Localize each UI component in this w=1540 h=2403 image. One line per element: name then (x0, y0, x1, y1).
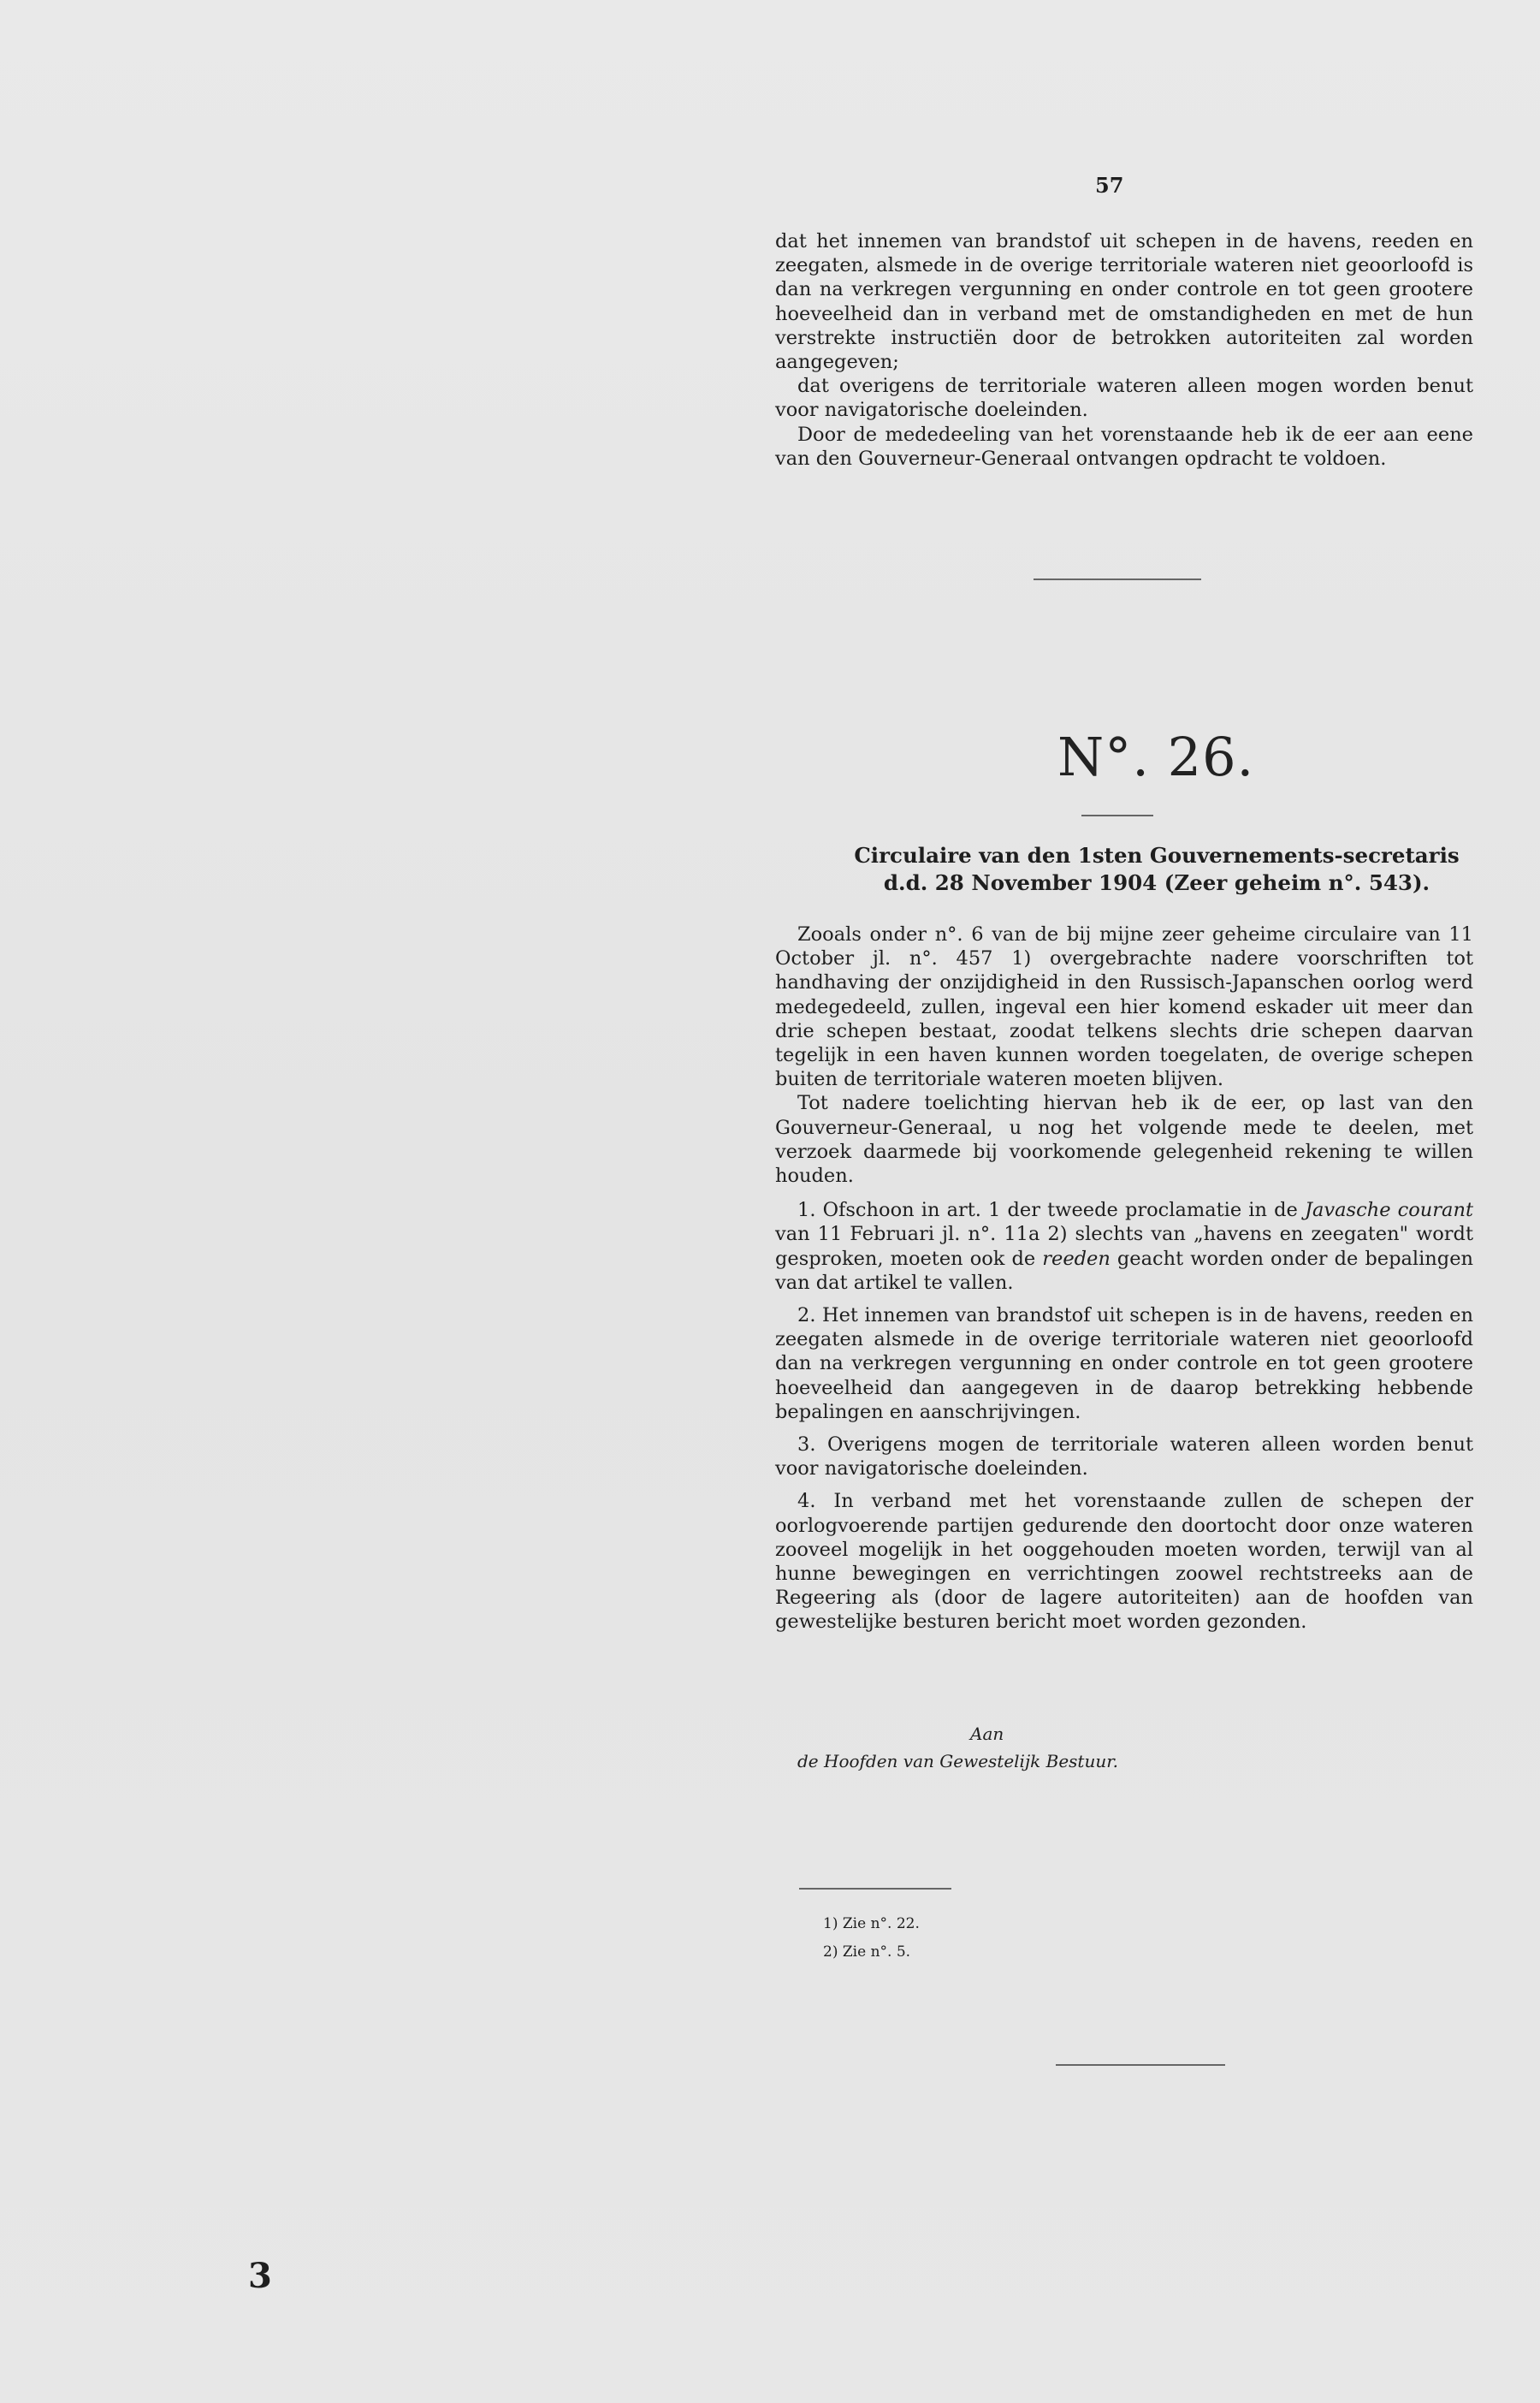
intro-paragraph: Zooals onder n°. 6 van de bij mijne zeer geheime circulaire van 11 October jl. n°. 457 1) overgebrachte nadere voorschriften tot handhaving der onzijdigheid in den Russisch-Japanschen oorlog werd medegedeeld, zullen, ingeval een hier komend eskader uit meer dan drie schepen bestaat, zoodat telkens slechts drie schepen daarvan tegelijk in een haven kunnen worden toegelaten, de overige schepen buiten de territoriale wateren moeten blijven. (775, 923, 1473, 1091)
numbered-item: 4. In verband met het vorenstaande zullen de schepen der oorlogvoerende partijen gedurende den doortocht door onze wateren zooveel mogelijk in het ooggehouden moeten worden, terwijl van al hunne bewegingen en verrichtingen zoowel rechtstreeks aan de Regeering als (door de lagere autoriteiten) aan de hoofden van gewestelijke besturen bericht moet worden gezonden. (775, 1490, 1473, 1634)
circular-body (775, 923, 1473, 1643)
newspaper-name: Javasche courant (1305, 1199, 1473, 1222)
footnote-divider (799, 1888, 951, 1890)
footnotes (823, 1910, 920, 1967)
footnote: 1) Zie n°. 22. (823, 1915, 920, 1932)
addressee-line: de Hoofden van Gewestelijk Bestuur. (797, 1751, 1118, 1771)
continuation-paragraph: dat het innemen van brandstof uit schepen in de havens, reeden en zeegaten, alsmede in de overige territoriale wateren niet geoorloofd is dan na verkregen vergunning en onder controle en tot geen grootere hoeveelheid dan in verband met de omstandigheden en met de hun verstrekte instructiën door de betrokken autoriteiten zal worden aangegeven; (775, 230, 1473, 374)
numbered-items (775, 1198, 1473, 1634)
continuation-paragraph: Door de mededeeling van het vorenstaande heb ik de eer aan eene van den Gouverneur-Generaal ontvangen opdracht te voldoen. (775, 423, 1473, 470)
heading-underline (1081, 815, 1153, 816)
continuation-text (775, 229, 1473, 471)
numbered-item: 3. Overigens mogen de territoriale wateren alleen worden benut voor navigatorische doeleinden. (775, 1433, 1473, 1480)
emphasis-reeden: reeden (1042, 1247, 1111, 1270)
document-number: N°. 26. (1057, 726, 1255, 788)
addressee (775, 1720, 1473, 1775)
document-title (852, 842, 1461, 897)
section-divider (1034, 578, 1201, 580)
footnote: 2) Zie n°. 5. (823, 1943, 911, 1961)
end-divider (1056, 2064, 1225, 2066)
numbered-item: 2. Het innemen van brandstof uit schepen is in de havens, reeden en zeegaten alsmede in de overige territoriale wateren niet geoorloofd dan na verkregen vergunning en onder controle en tot geen grootere hoeveelheid dan aangegeven in de daarop betrekking hebbende bepalingen en aanschrijvingen. (775, 1304, 1473, 1423)
title-line: d.d. 28 November 1904 (Zeer geheim n°. 543). (883, 870, 1430, 895)
title-line: Circulaire van den 1sten Gouvernements-secretaris (854, 843, 1460, 868)
sheet-number: 3 (248, 2256, 272, 2296)
addressee-line: Aan (970, 1724, 1004, 1744)
intro-paragraph: Tot nadere toelichting hiervan heb ik de eer, op last van den Gouverneur-Generaal, u nog het volgende mede te deelen, met verzoek daarmede bij voorkomende gelegenheid rekening te willen houden. (775, 1092, 1473, 1188)
numbered-item: 1. Ofschoon in art. 1 der tweede proclamatie in de Javasche courant van 11 Februari jl. n°. 11a 2) slechts van „havens en zeegaten" wordt gesproken, moeten ook de reeden geacht worden onder de bepalingen van dat artikel te vallen. (775, 1199, 1473, 1294)
page-number: 57 (1095, 173, 1124, 198)
continuation-paragraph: dat overigens de territoriale wateren alleen mogen worden benut voor navigatorische doeleinden. (775, 375, 1473, 422)
